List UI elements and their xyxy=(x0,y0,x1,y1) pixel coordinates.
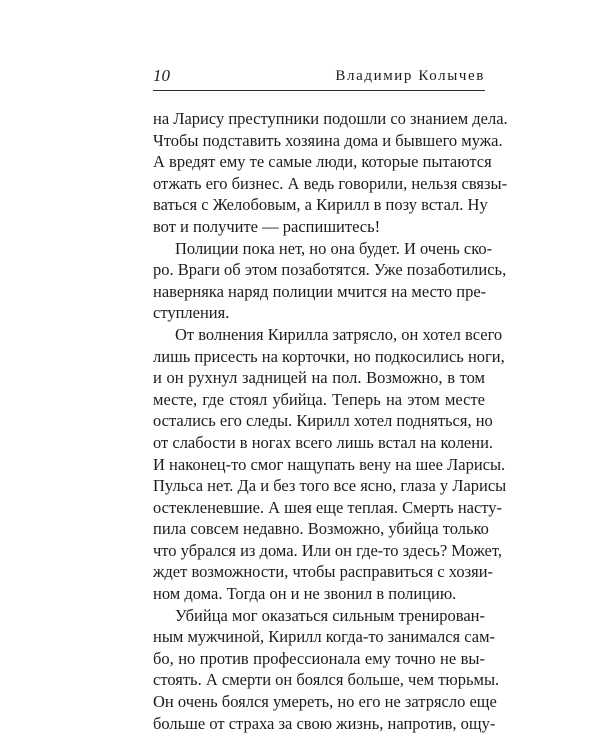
text-line: Он очень боялся умереть, но его не затрясло еще xyxy=(153,692,497,712)
text-line: что убрался из дома. Или он где-то здесь? Может, xyxy=(153,540,502,560)
text-line: Убийца мог оказаться сильным тренирован- xyxy=(175,605,485,625)
text-line: лишь присесть на корточки, но подкосились ноги, xyxy=(153,346,505,366)
text-line: Полиции пока нет, но она будет. И очень ско- xyxy=(175,238,493,258)
paragraph xyxy=(153,238,507,324)
text-line: А вредят ему те самые люди, которые пытаются xyxy=(153,152,492,172)
header-rule xyxy=(153,90,485,91)
text-line: пила совсем недавно. Возможно, убийца только xyxy=(153,519,489,539)
text-line: И наконец-то смог нащупать вену на шее Ларисы. xyxy=(153,454,506,474)
text-line: бо, но против профессионала ему точно не вы- xyxy=(153,648,485,668)
text-line: остались его следы. Кирилл хотел подняться, но xyxy=(153,411,493,431)
text-line: ным мужчиной, Кирилл когда-то занимался сам- xyxy=(153,627,496,647)
text-line: на Ларису преступники подошли со знанием дела. xyxy=(153,109,508,128)
body-text xyxy=(153,108,508,734)
page-number: 10 xyxy=(153,66,170,85)
text-line: Чтобы подставить хозяина дома и бывшего мужа. xyxy=(153,130,503,150)
paragraph xyxy=(153,605,500,735)
text-line: Пульса нет. Да и без того все ясно, глаза у Ларисы xyxy=(153,476,507,496)
text-line: вот и получите — распишитесь! xyxy=(153,216,381,236)
text-line: наверняка наряд полиции мчится на место пре- xyxy=(153,281,487,301)
text-line: От волнения Кирилла затрясло, он хотел всего xyxy=(175,324,503,344)
author-name: Владимир Колычев xyxy=(335,68,485,84)
running-head xyxy=(153,66,485,86)
text-line: ваться с Желобовым, а Кирилл в позу встал. Ну xyxy=(153,195,488,215)
text-line: от слабости в ногах всего лишь встал на колени. xyxy=(153,432,494,452)
paragraph xyxy=(153,108,508,238)
text-line: и он рухнул задницей на пол. Возможно, в том xyxy=(153,368,485,388)
text-line: отжать его бизнес. А ведь говорили, нельзя связы- xyxy=(153,173,508,193)
text-line: ро. Враги об этом позаботятся. Уже позаботились, xyxy=(153,260,507,280)
text-line: ждет возможности, чтобы расправиться с хозяи- xyxy=(153,562,494,582)
text-line: ступления. xyxy=(153,303,230,323)
text-line: остекленевшие. А шея еще теплая. Смерть насту- xyxy=(153,497,503,517)
text-line: ном дома. Тогда он и не звонил в полицию. xyxy=(153,584,457,604)
text-line: больше от страха за свою жизнь, напротив, ощу- xyxy=(153,713,496,733)
paragraph xyxy=(153,324,507,605)
text-line: месте, где стоял убийца. Теперь на этом месте xyxy=(153,389,485,409)
text-line: стоять. А смерти он боялся больше, чем тюрьмы. xyxy=(153,670,500,690)
